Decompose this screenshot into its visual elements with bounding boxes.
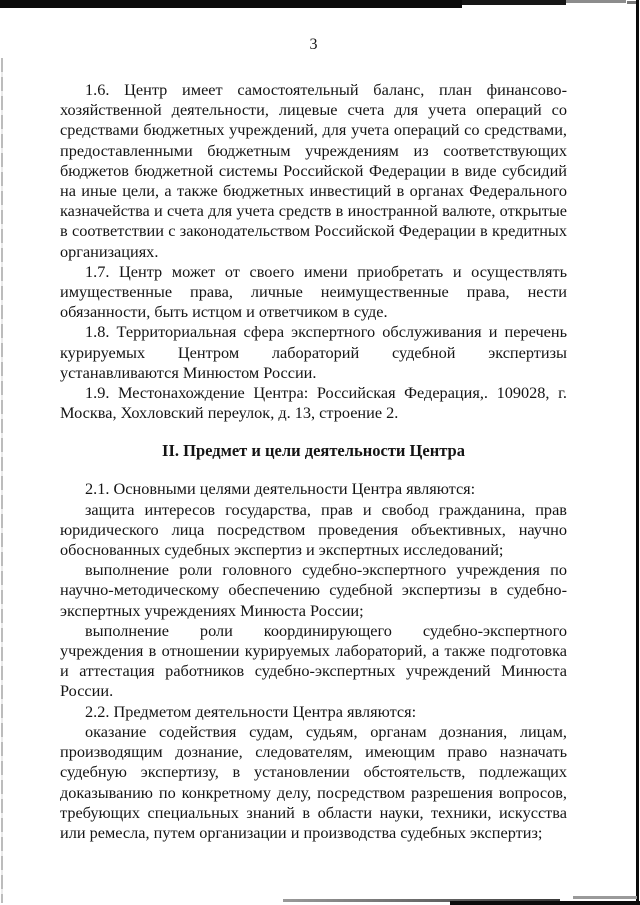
scan-artifact-top-bar-thin [462,0,566,5]
paragraph-2-1-intro: 2.1. Основными целями деятельности Центра являются: [85,479,476,499]
scan-artifact-top-bar-fade [566,0,626,3]
scan-artifact-left-dashes [1,58,3,903]
scan-artifact-bottom-bar-dark [450,901,640,905]
scan-artifact-right-line [636,0,640,905]
paragraph-2-1-item-3: выполнение роли координирующего судебно-экспертного учреждения в отношении курируемых лабораторий, а также подготовка и аттестация работников судебно-экспертных учреждений Минюста России. [60,620,567,701]
document-body [60,36,567,843]
paragraph-2-2-item-1: оказание содействия судам, судьям, органам дознания, лицам, производящим дознание, следователям, имеющим право назначать судебную экспертизу, в установлении обстоятельств, подлежащих доказыванию по конкретному делу, посредством разрешения вопросов, требующих специальных знаний в области науки, техники, искусства или ремесла, путем организации и производства судебных экспертиз; [60,721,567,842]
paragraph-1-7: 1.7. Центр может от своего имени приобретать и осуществлять имущественные права, личные неимущественные права, нести обязанности, быть истцом и ответчиком в суде. [60,261,567,322]
paragraph-1-9: 1.9. Местонахождение Центра: Российская Федерация,. 109028, г. Москва, Хохловский переулок, д. 13, строение 2. [60,383,567,423]
page-number: 3 [309,36,318,53]
scan-artifact-bottom-bar-gray [573,896,637,899]
section-heading-ii: II. Предмет и цели деятельности Центра [162,441,465,461]
paragraph-2-1-item-2: выполнение роли головного судебно-экспертного учреждения по научно-методическому обеспечению судебной экспертизы в судебно-экспертных учреждениях Минюста России; [60,560,567,620]
scan-artifact-top-dash [627,1,638,4]
paragraph-2-1-item-1: защита интересов государства, прав и свобод гражданина, прав юридического лица посредством проведения объективных, научно обоснованных судебных экспертиз и экспертных исследований; [60,499,567,560]
scan-artifact-bottom-bar [283,899,560,902]
paragraph-2-2-intro: 2.2. Предметом деятельности Центра являются: [85,701,417,721]
scan-artifact-top-bar [0,0,462,8]
paragraph-1-6: 1.6. Центр имеет самостоятельный баланс, план финансово-хозяйственной деятельности, лицевые счета для учета операций со средствами бюджетных учреждений, для учета операций со средствами, предоставленными бюджетным учреждениям из соответствующих бюджетов бюджетной системы Российской Федерации в виде субсидий на иные цели, а также бюджетных инвестиций в органах Федерального казначейства и счета для учета средств в иностранной валюте, открытые в соответствии с законодательством Российской Федерации в кредитных организациях. [60,80,567,261]
paragraph-1-8: 1.8. Территориальная сфера экспертного обслуживания и перечень курируемых Центром лабораторий судебной экспертизы устанавливаются Минюстом России. [60,322,567,382]
